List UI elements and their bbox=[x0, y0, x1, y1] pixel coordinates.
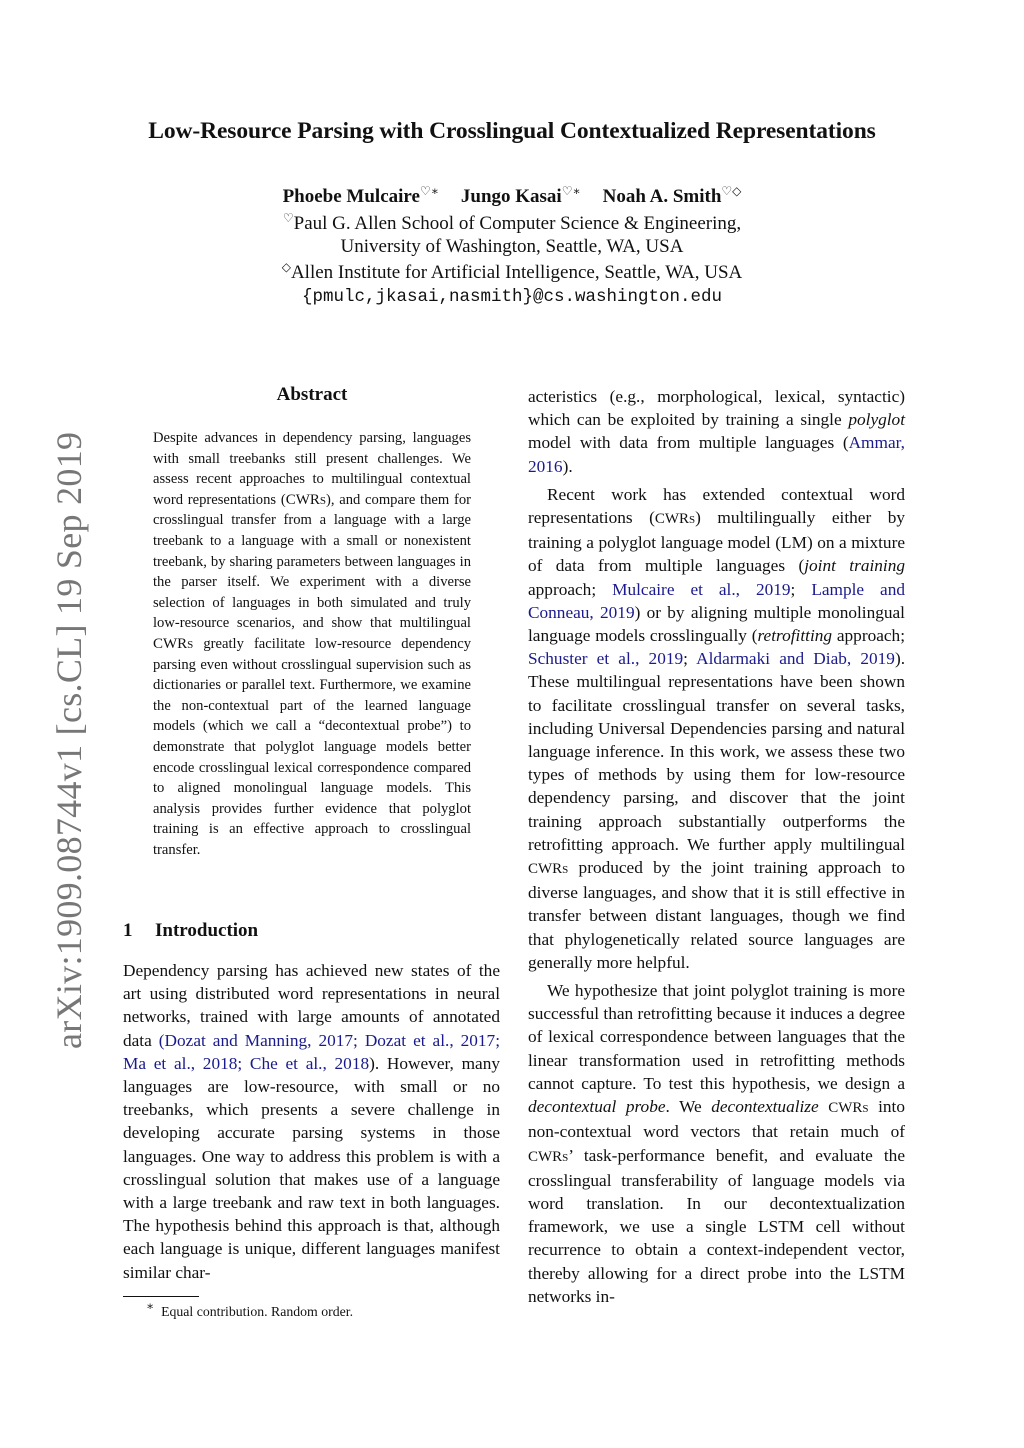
citation-separator: ; bbox=[353, 1030, 365, 1050]
author-marks: ♡∗ bbox=[419, 184, 439, 198]
citation-link[interactable]: Dozat et al., 2017 bbox=[364, 1030, 496, 1050]
emphasis: decontextual probe bbox=[528, 1097, 666, 1117]
body-text: ’ task-performance benefit, and evaluate the crosslingual transferability of language models via word translation. In our decontextualization framework, we use a single LSTM cell without recurrence to obtain a context-independent vector, thereby allowing for a direct probe into the LSTM networks in- bbox=[528, 1145, 905, 1306]
citation-link[interactable]: Mulcaire et al., 2019 bbox=[612, 579, 791, 599]
abstract-text: ), and compare them for crosslingual transfer from a language with a large treebank to a language with a small or nonexistent treebank, by sharing parameters between languages in the parser itself. We experiment with a diverse selection of languages in both simulated and truly low-resource scenarios, and show that multilingual bbox=[153, 491, 471, 632]
emphasis: retrofitting bbox=[757, 626, 833, 646]
author-marks: ♡◇ bbox=[721, 184, 742, 198]
acronym-cwrs: CWRs bbox=[528, 1148, 569, 1165]
body-text: Recent work has extended contextual word representations ( bbox=[528, 484, 905, 528]
author-name: Jungo Kasai bbox=[460, 186, 562, 207]
affiliation-text: Paul G. Allen School of Computer Science & Engineering, bbox=[293, 213, 742, 234]
acronym-cwrs: CWRs bbox=[828, 1100, 869, 1117]
body-text: ). bbox=[562, 456, 573, 476]
citation-link[interactable]: Aldarmaki and Diab, 2019 bbox=[696, 649, 895, 669]
author-list bbox=[0, 184, 1024, 208]
acronym-cwrs: CWRs bbox=[654, 511, 696, 528]
footnote bbox=[146, 1299, 353, 1320]
footnote-text: Equal contribution. Random order. bbox=[161, 1304, 354, 1319]
body-text: ) or by aligning multiple monolingual language models crosslingually ( bbox=[528, 602, 905, 646]
affiliation-ai2 bbox=[0, 260, 1024, 284]
paragraph bbox=[528, 385, 905, 478]
paper-title: Low-Resource Parsing with Crosslingual Contextualized Representations bbox=[148, 118, 876, 144]
body-text: acteristics (e.g., morphological, lexical, syntactic) which can be exploited by training a single bbox=[528, 387, 905, 430]
body-text: ) multilingually either by training a polyglot language model (LM) on a mixture of data from multiple languages ( bbox=[528, 508, 905, 576]
author-emails[interactable]: {pmulc,jkasai,nasmith}@cs.washington.edu bbox=[301, 287, 723, 307]
body-text: model with data from multiple languages ( bbox=[528, 433, 849, 453]
paragraph bbox=[123, 959, 500, 1284]
affiliation-uw-line1 bbox=[0, 211, 1024, 235]
body-text: into non-contextual word vectors that retain much of bbox=[528, 1097, 905, 1142]
citation-separator: ; bbox=[683, 649, 697, 669]
citation-link[interactable]: Ammar, 2016 bbox=[528, 433, 905, 476]
paragraph bbox=[528, 483, 905, 974]
abstract-heading: Abstract bbox=[276, 384, 348, 405]
body-text: ). However, many languages are low-resource, with small or no treebanks, which presents a severe challenge in developing accurate parsing systems in those languages. One way to address this problem is with a crosslingual solution that makes use of a language with a large treebank and raw text in both languages. The hypothesis behind this approach is that, although each language is unique, different languages manifest similar char- bbox=[123, 1053, 501, 1282]
footnote-rule bbox=[123, 1296, 199, 1297]
body-text: . We bbox=[665, 1097, 712, 1117]
body-text bbox=[819, 1097, 829, 1116]
affiliation-mark: ♡ bbox=[282, 211, 294, 225]
abstract-text: greatly facilitate low-resource dependency parsing even without crosslingual supervision such as dictionaries or parallel text. Furthermore, we examine the non-contextual part of the learned language models (which we call a “decontextual probe”) to demonstrate that polyglot language models better encode crosslingual lexical correspondence compared to aligned monolingual language models. This analysis provides further evidence that polyglot training is an effective approach to crosslingual transfer. bbox=[153, 635, 471, 858]
intro-left-column bbox=[123, 959, 500, 1284]
body-text: We hypothesize that joint polyglot training is more successful than retrofitting because it induces a degree of lexical correspondence between languages that the linear transformation used in retrofitting methods cannot capture. To test this hypothesis, we design a bbox=[528, 981, 905, 1093]
body-text: Dependency parsing has achieved new states of the art using distributed word representations in neural networks, trained with large amounts of annotated data bbox=[123, 961, 500, 1050]
section-number: 1 bbox=[123, 920, 133, 941]
intro-right-column bbox=[528, 385, 905, 1308]
citation-separator: ; bbox=[237, 1053, 250, 1073]
author-name: Phoebe Mulcaire bbox=[282, 186, 420, 207]
citation-link[interactable]: Ma et al., 2018 bbox=[123, 1053, 238, 1073]
section-heading bbox=[123, 920, 258, 942]
affiliation-mark: ◇ bbox=[281, 260, 291, 274]
citation-link[interactable]: Lample and Conneau, 2019 bbox=[528, 579, 906, 622]
acronym-cwrs: CWRs bbox=[153, 635, 194, 652]
section-title: Introduction bbox=[155, 920, 259, 941]
acronym-cwrs: CWRs bbox=[285, 491, 326, 508]
citation-separator: ; bbox=[790, 579, 812, 599]
body-text: approach; bbox=[832, 626, 905, 646]
acronym-cwrs: CWRs bbox=[528, 861, 569, 878]
citation-link[interactable]: Che et al., 2018 bbox=[249, 1053, 370, 1073]
paragraph bbox=[528, 979, 905, 1308]
citation-link[interactable]: Schuster et al., 2019 bbox=[528, 649, 684, 669]
author-marks: ♡∗ bbox=[561, 184, 581, 198]
abstract-body bbox=[153, 428, 471, 860]
body-text: ). These multilingual representations have been shown to facilitate crosslingual transfer on several tasks, including Universal Dependencies parsing and natural language inference. In this work, we assess these two types of methods by using them for low-resource dependency parsing, and discover that the joint training approach substantially outperforms the retrofitting approach. We further apply multilingual bbox=[528, 649, 906, 854]
emphasis: decontextualize bbox=[711, 1097, 819, 1117]
affiliation-text: Allen Institute for Artificial Intelligence, Seattle, WA, USA bbox=[290, 262, 743, 283]
citation-link[interactable]: (Dozat and Manning, 2017 bbox=[158, 1030, 354, 1050]
abstract-text: Despite advances in dependency parsing, languages with small treebanks still present challenges. We assess recent approaches to multilingual contextual word representations ( bbox=[153, 430, 471, 508]
emphasis: polyglot bbox=[848, 410, 905, 430]
body-text: approach; bbox=[528, 579, 613, 599]
footnote-mark: ∗ bbox=[146, 1299, 155, 1313]
emphasis: joint training bbox=[804, 556, 905, 576]
arxiv-stamp: arXiv:1909.08744v1 [cs.CL] 19 Sep 2019 bbox=[49, 431, 89, 1049]
affiliation-uw-line2: University of Washington, Seattle, WA, USA bbox=[340, 236, 684, 257]
body-text: produced by the joint training approach to diverse languages, and show that it is still effective in transfer between distant languages, though we find that phylogenetically related source languages are generally more helpful. bbox=[528, 858, 905, 972]
citation-separator: ; bbox=[495, 1030, 501, 1050]
author-name: Noah A. Smith bbox=[602, 186, 722, 207]
